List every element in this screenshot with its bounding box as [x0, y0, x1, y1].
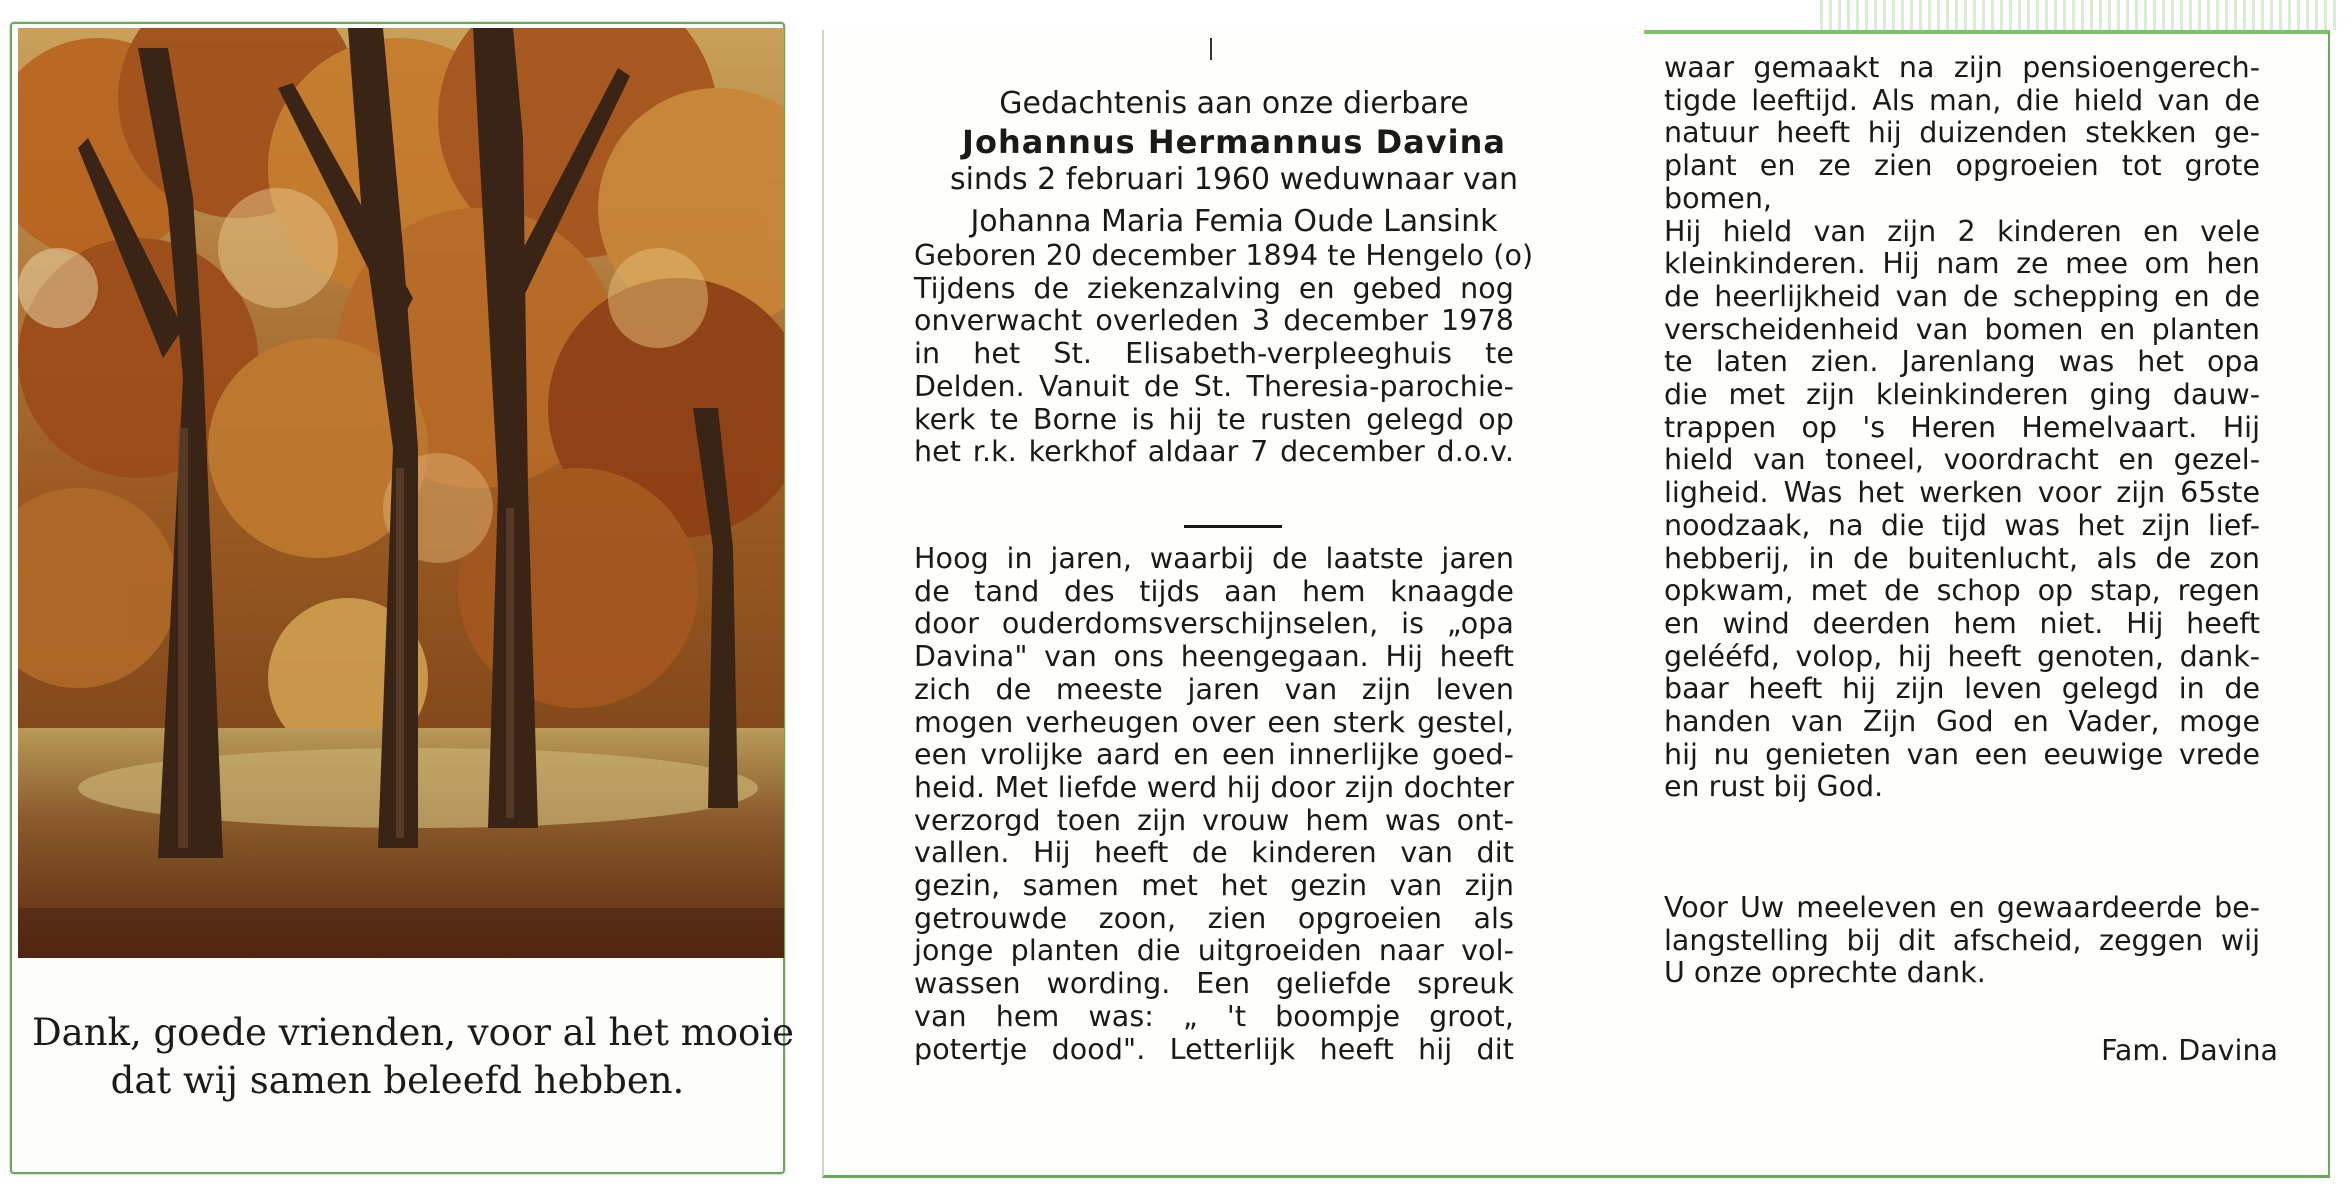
tribute-line: hebberij, in de buitenlucht, als de zon	[1664, 541, 2260, 575]
memorial-card-inner-right	[1644, 30, 2330, 1178]
biography-block	[914, 239, 1534, 469]
tribute-continued-block	[1664, 52, 2260, 804]
widow-line: sinds 2 februari 1960 weduwnaar van	[949, 162, 1519, 197]
tribute-line: trappen op 's Heren Hemelvaart. Hij	[1664, 410, 2260, 444]
spouse-name: Johanna Maria Femia Oude Lansink	[970, 204, 1498, 239]
bio-line: Geboren 20 december 1894 te Hengelo (o)	[914, 239, 1534, 272]
tribute-line: Hoog in jaren, waarbij de laatste jaren	[914, 542, 1514, 575]
thanks-line: Voor Uw meeleven en gewaardeerde be-	[1664, 891, 2260, 924]
tribute-line: die met zijn kleinkinderen ging dauw-	[1664, 378, 2260, 412]
tribute-line: en rust bij God.	[1664, 770, 1884, 804]
tribute-line: bomen,	[1664, 181, 1772, 215]
caption-line: Dank, goede vrienden, voor al het mooie	[32, 1011, 795, 1054]
bio-line: kerk te Borne is hij te rusten gelegd op	[914, 402, 1514, 436]
tribute-line: gezin, samen met het gezin van zijn	[914, 869, 1514, 903]
thanks-line: langstelling bij dit afscheid, zeggen wij	[1664, 923, 2260, 957]
tribute-line: gelééfd, volop, hij heeft genoten, dank-	[1664, 639, 2260, 673]
tribute-line: door ouderdomsverschijnselen, is „opa	[914, 607, 1514, 641]
tribute-line: noodzaak, na die tijd was het zijn lief-	[1664, 508, 2260, 542]
bio-line: Delden. Vanuit de St. Theresia-parochie-	[914, 369, 1514, 403]
tribute-line: Hij hield van zijn 2 kinderen en vele	[1664, 214, 2260, 248]
green-edge-decoration	[1820, 0, 2340, 30]
autumn-forest-photo	[18, 28, 784, 958]
tribute-line: heid. Met liefde werd hij door zijn dochter	[914, 770, 1514, 804]
tribute-line: verzorgd toen zijn vrouw hem was ont-	[914, 803, 1514, 837]
card-header	[884, 85, 1584, 241]
tribute-line: ligheid. Was het werken voor zijn 65ste	[1664, 476, 2260, 510]
tribute-line: de heerlijkheid van de schepping en de	[1664, 279, 2260, 313]
tribute-line: jonge planten die uitgroeiden naar vol-	[914, 934, 1514, 968]
tribute-line: plant en ze zien opgroeien tot grote	[1664, 149, 2260, 183]
family-signature: Fam. Davina	[2101, 1034, 2278, 1067]
tribute-line: van hem was: „ 't boompje groot,	[914, 999, 1514, 1033]
thanks-line: U onze oprechte dank.	[1664, 956, 1986, 990]
tribute-line: potertje dood". Letterlijk heeft hij dit	[914, 1032, 1514, 1066]
tribute-line: mogen verheugen over een sterk gestel,	[914, 705, 1514, 739]
tribute-line: zich de meeste jaren van zijn leven	[914, 672, 1514, 706]
tribute-line: en wind deerden hem niet. Hij heeft	[1664, 606, 2260, 640]
bio-line: het r.k. kerkhof aldaar 7 december d.o.v.	[914, 435, 1514, 469]
bio-line: onverwacht overleden 3 december 1978	[914, 304, 1514, 338]
tribute-line: tigde leeftijd. Als man, die hield van de	[1664, 83, 2260, 117]
memorial-card-front	[10, 22, 795, 1174]
tribute-line: natuur heeft hij duizenden stekken ge-	[1664, 116, 2260, 150]
fold-mark	[1210, 38, 1212, 60]
card-caption	[32, 1009, 795, 1105]
tribute-line: verscheidenheid van bomen en planten	[1664, 312, 2260, 346]
bio-line: Tijdens de ziekenzalving en gebed nog	[914, 271, 1514, 305]
deceased-name: Johannus Hermannus Davina	[962, 123, 1506, 161]
tribute-line: de tand des tijds aan hem knaagde	[914, 574, 1514, 608]
tribute-line: kleinkinderen. Hij nam ze mee om hen	[1664, 247, 2260, 281]
caption-line: dat wij samen beleefd hebben.	[110, 1059, 685, 1102]
section-divider	[1184, 525, 1282, 528]
tribute-line: een vrolijke aard en een innerlijke goed-	[914, 738, 1514, 772]
tribute-line: baar heeft hij zijn leven gelegd in de	[1664, 672, 2260, 706]
tribute-line: hield van toneel, voordracht en gezel-	[1664, 443, 2260, 477]
tribute-text-block	[914, 543, 1514, 1066]
tribute-line: Davina" van ons heengegaan. Hij heeft	[914, 640, 1514, 674]
tribute-line: opkwam, met de schop op stap, regen	[1664, 574, 2260, 608]
tribute-line: te laten zien. Jarenlang was het opa	[1664, 345, 2260, 379]
memorial-card-inner-left	[822, 30, 1644, 1178]
tribute-line: wassen wording. Een geliefde spreuk	[914, 967, 1514, 1001]
tribute-line: getrouwde zoon, zien opgroeien als	[914, 901, 1514, 935]
tribute-line: hij nu genieten van een eeuwige vrede	[1664, 737, 2260, 771]
bio-line: in het St. Elisabeth-verpleeghuis te	[914, 337, 1514, 371]
tribute-line: vallen. Hij heeft de kinderen van dit	[914, 836, 1514, 870]
thanks-block	[1664, 892, 2260, 990]
tribute-line: waar gemaakt na zijn pensioengerech-	[1664, 51, 2260, 84]
tribute-line: handen van Zijn God en Vader, moge	[1664, 705, 2260, 739]
intro-line: Gedachtenis aan onze dierbare	[999, 86, 1469, 121]
